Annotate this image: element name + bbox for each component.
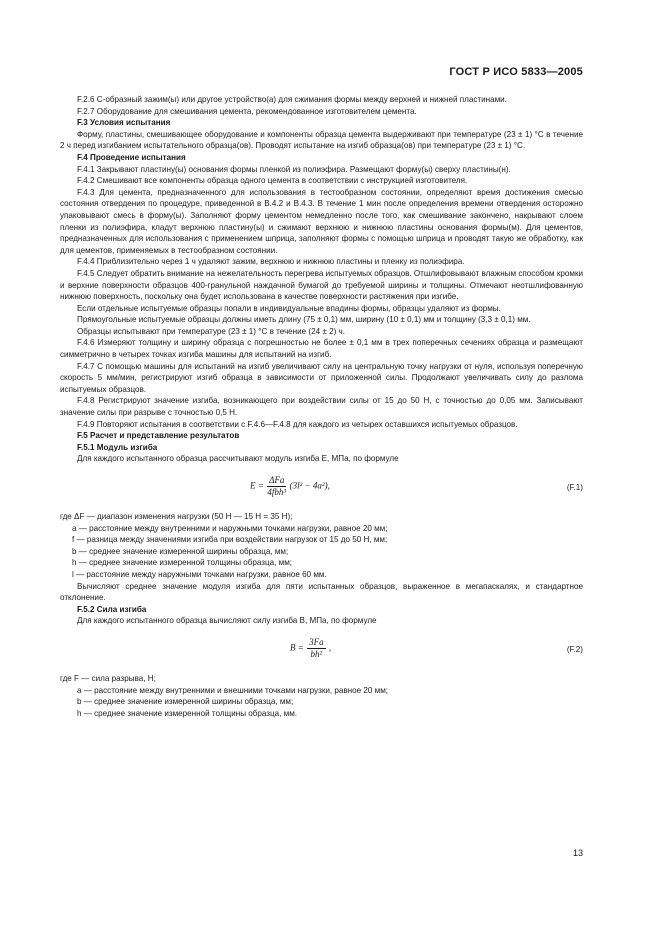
definition-b: b — среднее значение измеренной ширины образца, мм;	[72, 546, 289, 556]
paragraph-f47: F.4.7 С помощью машины для испытаний на изгиб увеличивают силу на центральную точку нагрузки от нуля, используя поперечную скорость 5 мм/мин, регистрируют изгиб образца в зависимости от приложенной силы. Продолжают увеличивать силу до разлома испытуемых образцов.	[60, 361, 583, 394]
heading-f3: F.3 Условия испытания	[77, 118, 171, 128]
definition-a2: a — расстояние между внутренними и внешними точками нагрузки, равное 20 мм;	[77, 685, 389, 695]
formula-f1-fraction	[267, 475, 286, 498]
heading-f5: F.5 Расчет и представление результатов	[77, 431, 240, 441]
formula-f1	[60, 471, 583, 505]
formula-f2-numerator: 3Fa	[309, 636, 324, 647]
definition-a: a — расстояние между внутренними и наружными точками нагрузки, равное 20 мм;	[72, 523, 388, 533]
paragraph-f27: F.2.7 Оборудование для смешивания цемента, рекомендованное изготовителем цемента.	[77, 106, 417, 116]
definition-delta-f: где ΔF — диапазон изменения нагрузки (50 Н — 15 Н = 35 Н);	[60, 512, 293, 521]
paragraph-f44: F.4.4 Приблизительно через 1 ч удаляют зажим, верхнюю и нижнюю пластины и пленку из полиэфира.	[77, 257, 465, 267]
heading-f51: F.5.1 Модуль изгиба	[77, 442, 158, 452]
paragraph-temperature: Образцы испытывают при температуре (23 ± 1) °С в течение (24 ± 2) ч.	[77, 326, 345, 336]
formula-f2-fraction	[307, 637, 326, 660]
paragraph-f46: F.4.6 Измеряют толщину и ширину образца с погрешностью не более ± 0,1 мм в трех поперечных сечениях образца и размещают симметрично в четырех точках изгиба машины для испытаний на изгиб.	[60, 338, 583, 360]
paragraph-f51-mean: Вычисляют среднее значение модуля изгиба для пяти испытанных образцов, выраженное в мегапаскалях, и стандартное отклонение.	[60, 581, 583, 603]
formula-f2-denominator: bh²	[310, 648, 323, 659]
formula-f1-rest: (3l² − 4a²),	[289, 480, 330, 491]
definition-f: f — разница между значениями изгиба при воздействии нагрузок от 15 до 50 Н, мм;	[72, 535, 388, 545]
paragraph-f52-intro: Для каждого испытанного образца вычисляют силу изгиба B, МПа, по формуле	[77, 616, 377, 626]
paragraph-dimensions: Прямоугольные испытуемые образцы должны иметь длину (75 ± 0,1) мм, ширину (10 ± 0,1) мм и толщину (3,3 ± 0,1) мм.	[77, 315, 531, 325]
definition-force: где F — сила разрыва, Н;	[60, 673, 156, 683]
formula-f2	[60, 633, 583, 667]
formula-f1-expression	[250, 475, 330, 498]
paragraph-f41: F.4.1 Закрывают пластину(ы) основания формы пленкой из полиэфира. Размещают форму(ы) сверху пластины(н).	[77, 164, 511, 174]
heading-f52: F.5.2 Сила изгиба	[77, 604, 147, 614]
formula-f2-lhs: B =	[290, 642, 304, 653]
formula-f1-denominator: 4fbh³	[267, 487, 287, 497]
document-header: ГОСТ Р ИСО 5833—2005	[449, 66, 583, 78]
definitions-f2	[60, 673, 583, 719]
formula-f1-label: (F.1)	[566, 483, 583, 492]
paragraph-f45: F.4.5 Следует обратить внимание на нежелательность перегрева испытуемых образцов. Отшлифовывают влажным способом кромки и верхние поверхности образцов 400-гранульной наждачной бумагой до требуемой ширины и толщины. Отмечают неотшлифованную нижнюю поверхность, поскольку она будет использована в качестве поверхности растяжения при изгибе.	[60, 268, 584, 302]
paragraph-f26: F.2.6 С-образный зажим(ы) или другое устройство(а) для сжимания формы между верхней и нижней пластинами.	[77, 95, 507, 104]
document-body	[60, 94, 583, 719]
page-number: 13	[572, 848, 583, 858]
formula-f2-expression	[290, 637, 331, 660]
paragraph-f51-intro: Для каждого испытанного образца рассчитывают модуль изгиба E, МПа, по формуле	[77, 454, 399, 464]
definition-h: h — среднее значение измеренной толщины образца, мм;	[72, 558, 293, 568]
paragraph-f49: F.4.9 Повторяют испытания в соответствии с F.4.6—F.4.8 для каждого из четырех оставшихся испытуемых образцов.	[77, 419, 518, 429]
formula-f2-rest: ,	[328, 642, 332, 653]
paragraph-forms: Если отдельные испытуемые образцы попали в индивидуальные впадины формы, образцы удаляют из формы.	[77, 303, 501, 313]
definition-b2: b — среднее значение измеренной ширины образца, мм;	[77, 697, 294, 707]
definition-l: l — расстояние между наружными точками нагрузки, равное 60 мм.	[72, 569, 327, 579]
paragraph-f43: F.4.3 Для цемента, предназначенного для использования в тестообразном состоянии, определяют время достижения смесью состояния отвердения по процедуре, приведенной в В.4.2 и В.4.3. В течение 1 мин после определения времени отвердения осторожно упаковывают смесь в форму(ы). Заполняют форму цементом немедленно после того, как смешивание закончено, накрывают слоем пленки из полиэфира, кладут верхнюю пластину(ы) и сжимают верхнюю и нижнюю пластины основания формы(м). Для цементов, предназначенных для использования с применением шприца, заполняют формы с помощью шприца и проводят такую же обработку, как для цементов, применяемых в тестообразном состоянии.	[60, 187, 583, 255]
definition-h2: h — среднее значение измеренной толщины образца, мм.	[77, 708, 298, 718]
paragraph-f42: F.4.2 Смешивают все компоненты образца одного цемента в соответствии с инструкцией изготовителя.	[77, 176, 468, 186]
definitions-f1	[60, 511, 583, 581]
heading-f4: F.4 Проведение испытания	[77, 152, 186, 162]
paragraph-f3: Форму, пластины, смешивающее оборудование и компоненты образца цемента выдерживают при температуре (23 ± 1) °С в течение 2 ч перед изгибанием испытательного образца(ов). Проводят испытание на изгиб образца(ов) при температуре (23 ± 1) °С.	[60, 129, 583, 151]
formula-f2-label: (F.2)	[566, 644, 583, 654]
paragraph-f48: F.4.8 Регистрируют значение изгиба, возникающего при воздействии силы от 15 до 50 Н, с точностью до 0,05 мм. Записывают значение силы при разрыве с точностью 0,5 Н.	[60, 396, 583, 418]
formula-f1-numerator: ΔFa	[269, 475, 285, 485]
formula-f1-lhs: E =	[250, 480, 264, 491]
